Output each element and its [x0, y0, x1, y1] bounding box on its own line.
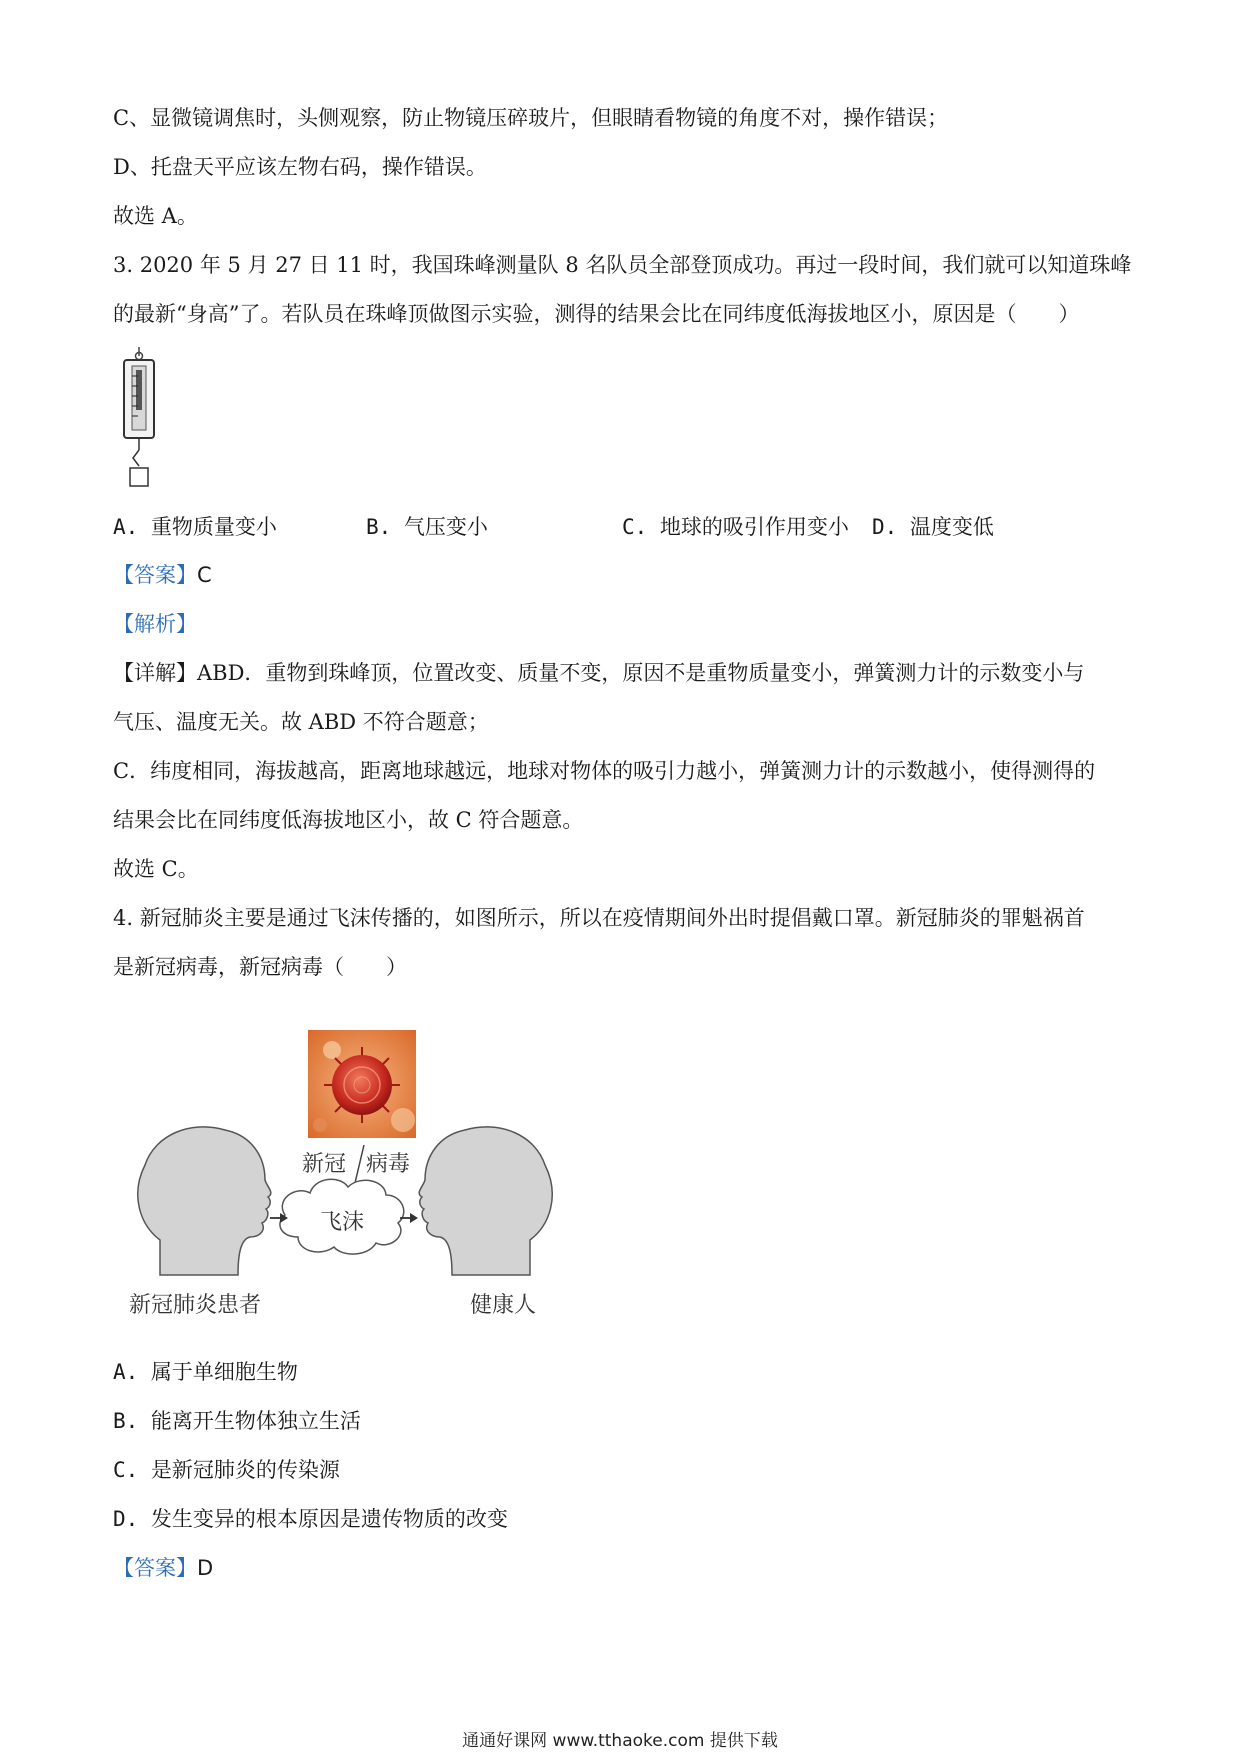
detail-line: 【详解】ABD．重物到珠峰顶，位置改变、质量不变，原因不是重物质量变小，弹簧测力计的示数变小与 — [113, 661, 1085, 685]
option-a[interactable]: A. 属于单细胞生物 — [113, 1360, 298, 1384]
question-3-text: 的最新“身高”了。若队员在珠峰顶做图示实验，测得的结果会比在同纬度低海拔地区小，原因是（ ） — [113, 302, 1080, 326]
healthy-head — [419, 1127, 552, 1275]
analysis-tag: 【解析】 — [113, 612, 197, 636]
option-c[interactable]: C. 是新冠肺炎的传染源 — [113, 1458, 340, 1482]
virus-image — [308, 1030, 416, 1138]
text-line: 故选 A。 — [113, 204, 198, 228]
virus-label: 病毒 — [366, 1152, 411, 1177]
option-a[interactable]: A. 重物质量变小 — [113, 515, 277, 539]
answer-tag: 【答案】 — [113, 563, 197, 587]
text-line: D、托盘天平应该左物右码，操作错误。 — [113, 155, 487, 179]
patient-head — [138, 1127, 271, 1275]
transmission-diagram — [120, 1025, 570, 1325]
answer-line — [113, 1553, 1133, 1583]
page-footer: 通通好课网 www.tthaoke.com 提供下载 — [462, 1731, 778, 1751]
answer-tag: 【答案】 — [113, 1556, 197, 1580]
question-3-text: 3. 2020 年 5 月 27 日 11 时，我国珠峰测量队 8 名队员全部登顶成功。再过一段时间，我们就可以知道珠峰 — [113, 253, 1132, 277]
text-line: C、显微镜调焦时，头侧观察，防止物镜压碎玻片，但眼睛看物镜的角度不对，操作错误； — [113, 106, 949, 130]
answer-value: C — [197, 563, 212, 587]
detail-line: 气压、温度无关。故 ABD 不符合题意； — [113, 710, 489, 734]
droplet-label: 飞沫 — [320, 1210, 365, 1235]
option-d[interactable]: D. 温度变低 — [872, 515, 994, 539]
detail-line: C．纬度相同，海拔越高，距离地球越远，地球对物体的吸引力越小，弹簧测力计的示数越小，使得测得的 — [113, 759, 1096, 783]
option-c[interactable]: C. 地球的吸引作用变小 — [622, 515, 849, 539]
answer-line — [113, 560, 1133, 590]
healthy-label: 健康人 — [470, 1293, 537, 1318]
question-4-text: 4. 新冠肺炎主要是通过飞沫传播的，如图所示，所以在疫情期间外出时提倡戴口罩。新冠肺炎的罪魁祸首 — [113, 906, 1085, 930]
question-3-options — [113, 511, 1133, 541]
question-4-text: 是新冠病毒，新冠病毒（ ） — [113, 955, 407, 979]
virus-label: 新冠 — [302, 1152, 347, 1177]
option-b[interactable]: B. 能离开生物体独立生活 — [113, 1409, 361, 1433]
answer-value: D — [197, 1556, 214, 1580]
spring-scale-figure — [118, 346, 160, 488]
patient-label: 新冠肺炎患者 — [129, 1293, 262, 1318]
detail-line: 结果会比在同纬度低海拔地区小，故 C 符合题意。 — [113, 808, 584, 832]
option-d[interactable]: D. 发生变异的根本原因是遗传物质的改变 — [113, 1507, 508, 1531]
option-b[interactable]: B. 气压变小 — [366, 515, 488, 539]
detail-line: 故选 C。 — [113, 857, 199, 881]
